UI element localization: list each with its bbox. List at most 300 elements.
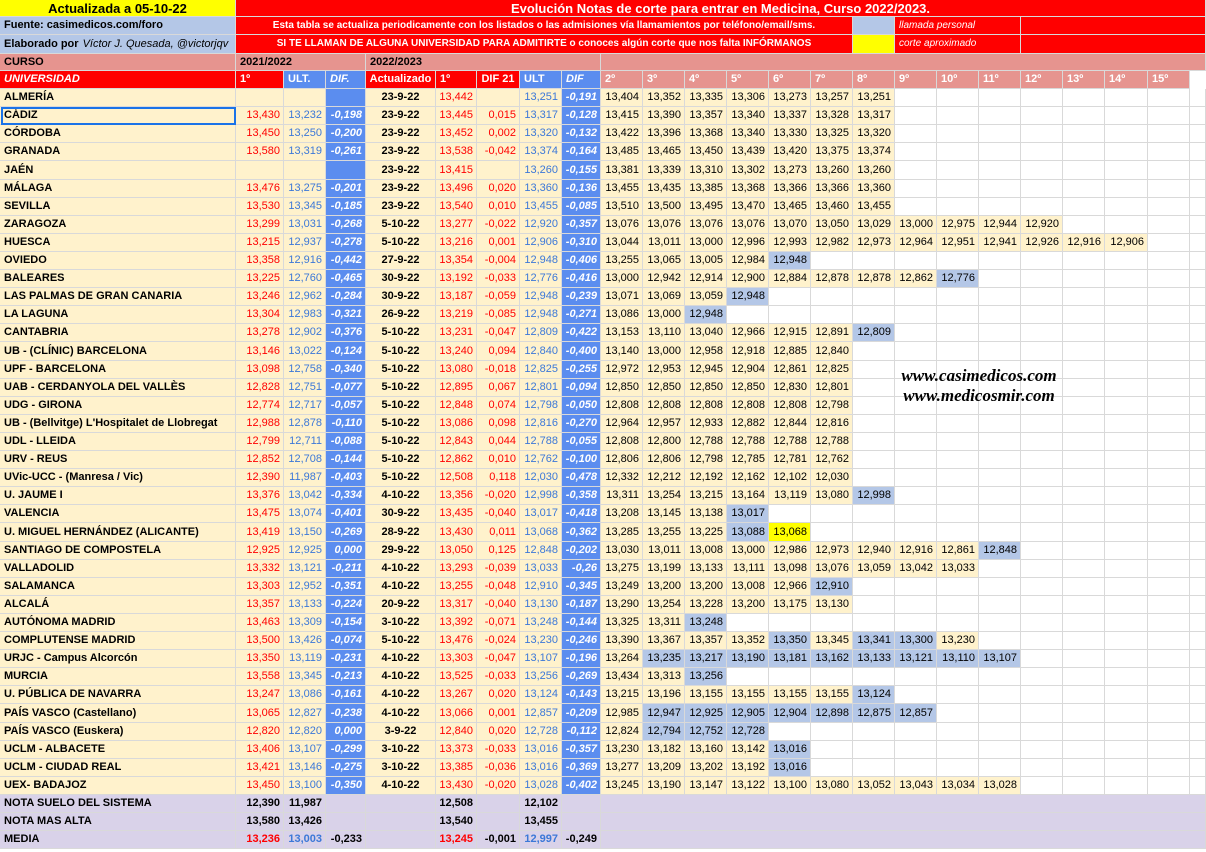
col-header[interactable]: UNIVERSIDAD	[0, 71, 236, 89]
call-cut-cell[interactable]: 12,948	[685, 306, 727, 324]
call-cut-cell[interactable]: 13,208	[601, 505, 643, 523]
call-cut-cell[interactable]	[895, 198, 937, 216]
value-cell[interactable]: 26-9-22	[366, 306, 436, 324]
call-cut-cell[interactable]	[1021, 89, 1063, 107]
value-cell[interactable]: -0,155	[562, 161, 601, 180]
call-cut-cell[interactable]	[979, 433, 1021, 451]
empty-cell[interactable]	[1190, 361, 1206, 379]
call-cut-cell[interactable]: 13,070	[769, 216, 811, 234]
value-cell[interactable]: 13,421	[236, 759, 284, 777]
call-cut-cell[interactable]	[895, 578, 937, 596]
call-cut-cell[interactable]	[1148, 777, 1190, 795]
call-cut-cell[interactable]: 13,138	[685, 505, 727, 523]
call-cut-cell[interactable]	[1063, 451, 1105, 469]
call-cut-cell[interactable]: 12,788	[727, 433, 769, 451]
call-cut-cell[interactable]: 13,325	[601, 614, 643, 632]
call-cut-cell[interactable]: 13,470	[727, 198, 769, 216]
call-cut-cell[interactable]: 13,465	[769, 198, 811, 216]
value-cell[interactable]: 12,708	[284, 451, 326, 469]
call-cut-cell[interactable]: 13,311	[643, 614, 685, 632]
call-cut-cell[interactable]: 12,801	[811, 379, 853, 397]
col-header[interactable]: 2º	[601, 71, 643, 89]
call-cut-cell[interactable]: 13,245	[601, 777, 643, 795]
call-cut-cell[interactable]: 12,933	[685, 415, 727, 433]
empty-cell[interactable]	[1190, 180, 1206, 198]
empty-cell[interactable]	[1190, 686, 1206, 704]
value-cell[interactable]: -0,088	[326, 433, 366, 451]
call-cut-cell[interactable]	[979, 668, 1021, 686]
value-cell[interactable]: 12,840	[520, 342, 562, 361]
value-cell[interactable]: -0,442	[326, 252, 366, 270]
call-cut-cell[interactable]	[895, 125, 937, 143]
value-cell[interactable]: 13,256	[520, 668, 562, 686]
call-cut-cell[interactable]	[937, 288, 979, 306]
call-cut-cell[interactable]: 12,808	[601, 433, 643, 451]
call-cut-cell[interactable]	[1105, 216, 1148, 234]
value-cell[interactable]: 4-10-22	[366, 487, 436, 505]
call-cut-cell[interactable]	[979, 686, 1021, 704]
call-cut-cell[interactable]: 13,000	[643, 306, 685, 324]
university-name[interactable]: UB - (CLÍNIC) BARCELONA	[0, 342, 236, 361]
value-cell[interactable]: 12,998	[520, 487, 562, 505]
call-cut-cell[interactable]: 13,192	[727, 759, 769, 777]
call-cut-cell[interactable]: 12,906	[1105, 234, 1148, 252]
call-cut-cell[interactable]	[1021, 451, 1063, 469]
call-cut-cell[interactable]	[937, 723, 979, 741]
call-cut-cell[interactable]	[1148, 379, 1190, 397]
call-cut-cell[interactable]	[979, 161, 1021, 180]
value-cell[interactable]: 12,906	[520, 234, 562, 252]
call-cut-cell[interactable]	[853, 614, 895, 632]
call-cut-cell[interactable]: 13,273	[769, 89, 811, 107]
university-name[interactable]: UB - (Bellvitge) L'Hospitalet de Llobregat	[0, 415, 236, 433]
call-cut-cell[interactable]	[937, 433, 979, 451]
call-cut-cell[interactable]: 13,068	[769, 523, 811, 542]
call-cut-cell[interactable]: 13,434	[601, 668, 643, 686]
call-cut-cell[interactable]	[1063, 614, 1105, 632]
call-cut-cell[interactable]	[1063, 252, 1105, 270]
value-cell[interactable]: -0,202	[562, 542, 601, 560]
call-cut-cell[interactable]: 13,124	[853, 686, 895, 704]
col-header[interactable]: ULT	[520, 71, 562, 89]
header-filler[interactable]	[1021, 17, 1206, 35]
value-cell[interactable]: 12,828	[236, 379, 284, 397]
footer-value[interactable]: 12,508	[436, 795, 477, 813]
value-cell[interactable]: 13,066	[436, 704, 477, 723]
call-cut-cell[interactable]	[1105, 469, 1148, 487]
call-cut-cell[interactable]: 12,816	[811, 415, 853, 433]
university-name[interactable]: UVic-UCC - (Manresa / Vic)	[0, 469, 236, 487]
value-cell[interactable]: -0,270	[562, 415, 601, 433]
curso-label[interactable]: CURSO	[0, 54, 236, 71]
call-cut-cell[interactable]: 12,945	[685, 361, 727, 379]
value-cell[interactable]	[326, 161, 366, 180]
value-cell[interactable]: 13,216	[436, 234, 477, 252]
call-cut-cell[interactable]	[937, 342, 979, 361]
call-cut-cell[interactable]: 13,385	[685, 180, 727, 198]
call-cut-cell[interactable]: 12,806	[643, 451, 685, 469]
call-cut-cell[interactable]	[979, 180, 1021, 198]
value-cell[interactable]: 13,119	[284, 650, 326, 668]
call-cut-cell[interactable]: 13,162	[811, 650, 853, 668]
call-cut-cell[interactable]: 12,972	[601, 361, 643, 379]
updated-date[interactable]: Actualizada a 05-10-22	[0, 0, 236, 17]
empty-cell[interactable]	[1190, 433, 1206, 451]
call-cut-cell[interactable]: 13,485	[601, 143, 643, 161]
call-cut-cell[interactable]: 12,916	[895, 542, 937, 560]
call-cut-cell[interactable]	[979, 270, 1021, 288]
call-cut-cell[interactable]: 13,350	[769, 632, 811, 650]
call-cut-cell[interactable]	[979, 523, 1021, 542]
call-cut-cell[interactable]: 13,042	[895, 560, 937, 578]
value-cell[interactable]: 12,799	[236, 433, 284, 451]
call-cut-cell[interactable]	[895, 505, 937, 523]
empty-cell[interactable]	[1190, 252, 1206, 270]
value-cell[interactable]: -0,187	[562, 596, 601, 614]
value-cell[interactable]: 23-9-22	[366, 161, 436, 180]
value-cell[interactable]: 13,376	[236, 487, 284, 505]
call-cut-cell[interactable]	[1063, 560, 1105, 578]
call-cut-cell[interactable]: 13,352	[643, 89, 685, 107]
value-cell[interactable]: -0,024	[477, 632, 520, 650]
call-cut-cell[interactable]: 13,005	[685, 252, 727, 270]
value-cell[interactable]: 4-10-22	[366, 560, 436, 578]
call-cut-cell[interactable]: 13,147	[685, 777, 727, 795]
call-cut-cell[interactable]: 13,016	[769, 741, 811, 759]
value-cell[interactable]: 13,150	[284, 523, 326, 542]
empty-cell[interactable]	[1190, 89, 1206, 107]
value-cell[interactable]: -0,185	[326, 198, 366, 216]
value-cell[interactable]: -0,128	[562, 107, 601, 125]
call-cut-cell[interactable]	[1021, 614, 1063, 632]
value-cell[interactable]: 13,419	[236, 523, 284, 542]
value-cell[interactable]: 13,016	[520, 759, 562, 777]
call-cut-cell[interactable]	[727, 306, 769, 324]
value-cell[interactable]: 12,862	[436, 451, 477, 469]
call-cut-cell[interactable]: 12,850	[601, 379, 643, 397]
value-cell[interactable]: 13,303	[436, 650, 477, 668]
empty-cell[interactable]	[1190, 505, 1206, 523]
value-cell[interactable]: 13,455	[520, 198, 562, 216]
university-name[interactable]: ZARAGOZA	[0, 216, 236, 234]
empty-cell[interactable]	[1190, 342, 1206, 361]
value-cell[interactable]: -0,278	[326, 234, 366, 252]
value-cell[interactable]: 3-10-22	[366, 759, 436, 777]
call-cut-cell[interactable]	[1148, 686, 1190, 704]
value-cell[interactable]: 13,345	[284, 198, 326, 216]
call-cut-cell[interactable]: 13,257	[811, 89, 853, 107]
value-cell[interactable]: 0,020	[477, 723, 520, 741]
empty-cell[interactable]	[1190, 451, 1206, 469]
footer-filler[interactable]	[601, 795, 1206, 813]
call-cut-cell[interactable]: 12,808	[769, 397, 811, 415]
empty-cell[interactable]	[1190, 143, 1206, 161]
call-cut-cell[interactable]: 12,918	[727, 342, 769, 361]
value-cell[interactable]: 30-9-22	[366, 505, 436, 523]
call-cut-cell[interactable]	[1063, 505, 1105, 523]
value-cell[interactable]: 13,028	[520, 777, 562, 795]
call-cut-cell[interactable]	[853, 451, 895, 469]
value-cell[interactable]: -0,020	[477, 777, 520, 795]
call-cut-cell[interactable]	[1063, 632, 1105, 650]
value-cell[interactable]: 5-10-22	[366, 324, 436, 342]
call-cut-cell[interactable]: 12,966	[769, 578, 811, 596]
value-cell[interactable]: -0,268	[326, 216, 366, 234]
call-cut-cell[interactable]: 13,140	[601, 342, 643, 361]
value-cell[interactable]: -0,144	[326, 451, 366, 469]
value-cell[interactable]: 12,983	[284, 306, 326, 324]
empty-cell[interactable]	[1190, 397, 1206, 415]
value-cell[interactable]: -0,124	[326, 342, 366, 361]
call-cut-cell[interactable]	[1148, 759, 1190, 777]
value-cell[interactable]: -0,020	[477, 487, 520, 505]
call-cut-cell[interactable]	[811, 723, 853, 741]
call-cut-cell[interactable]: 12,192	[685, 469, 727, 487]
value-cell[interactable]: -0,345	[562, 578, 601, 596]
call-cut-cell[interactable]	[1148, 89, 1190, 107]
value-cell[interactable]: 5-10-22	[366, 397, 436, 415]
call-cut-cell[interactable]: 13,043	[895, 777, 937, 795]
call-cut-cell[interactable]: 13,381	[601, 161, 643, 180]
empty-cell[interactable]	[1190, 759, 1206, 777]
value-cell[interactable]: 13,452	[436, 125, 477, 143]
update-note[interactable]: Esta tabla se actualiza periodicamente con los listados o las admisiones vía llamamientos por teléfono/email/sms.	[236, 17, 853, 35]
value-cell[interactable]: -0,050	[562, 397, 601, 415]
value-cell[interactable]: -0,209	[562, 704, 601, 723]
call-cut-cell[interactable]	[1021, 741, 1063, 759]
call-cut-cell[interactable]: 13,044	[601, 234, 643, 252]
call-cut-cell[interactable]: 13,100	[769, 777, 811, 795]
call-cut-cell[interactable]: 12,948	[769, 252, 811, 270]
value-cell[interactable]: 23-9-22	[366, 107, 436, 125]
call-cut-cell[interactable]: 13,217	[685, 650, 727, 668]
value-cell[interactable]: 13,074	[284, 505, 326, 523]
sheet-title[interactable]: Evolución Notas de corte para entrar en Medicina, Curso 2022/2023.	[236, 0, 1206, 17]
col-header[interactable]: 3º	[643, 71, 685, 89]
empty-cell[interactable]	[1190, 324, 1206, 342]
call-cut-cell[interactable]	[1105, 650, 1148, 668]
call-cut-cell[interactable]: 12,788	[685, 433, 727, 451]
university-name[interactable]: LA LAGUNA	[0, 306, 236, 324]
call-cut-cell[interactable]	[1148, 469, 1190, 487]
value-cell[interactable]: 13,320	[520, 125, 562, 143]
call-cut-cell[interactable]: 13,028	[979, 777, 1021, 795]
footer-value[interactable]: 13,455	[520, 813, 562, 831]
call-cut-cell[interactable]: 13,330	[769, 125, 811, 143]
call-cut-cell[interactable]: 12,788	[811, 433, 853, 451]
call-cut-cell[interactable]	[979, 415, 1021, 433]
value-cell[interactable]: -0,239	[562, 288, 601, 306]
call-cut-cell[interactable]	[1105, 632, 1148, 650]
value-cell[interactable]: 13,350	[236, 650, 284, 668]
call-cut-cell[interactable]	[1063, 433, 1105, 451]
col-header[interactable]: Actualizado	[366, 71, 436, 89]
university-name[interactable]: UAB - CERDANYOLA DEL VALLÈS	[0, 379, 236, 397]
value-cell[interactable]: 0,094	[477, 342, 520, 361]
value-cell[interactable]: 12,758	[284, 361, 326, 379]
value-cell[interactable]: 12,798	[520, 397, 562, 415]
value-cell[interactable]: 13,358	[236, 252, 284, 270]
call-cut-cell[interactable]	[1105, 143, 1148, 161]
call-cut-cell[interactable]: 12,920	[1021, 216, 1063, 234]
call-cut-cell[interactable]	[853, 469, 895, 487]
university-name[interactable]: HUESCA	[0, 234, 236, 252]
value-cell[interactable]: 23-9-22	[366, 125, 436, 143]
call-cut-cell[interactable]: 13,368	[685, 125, 727, 143]
value-cell[interactable]: 0,001	[477, 704, 520, 723]
call-cut-cell[interactable]: 13,016	[769, 759, 811, 777]
call-cut-cell[interactable]	[895, 306, 937, 324]
call-cut-cell[interactable]: 13,000	[643, 342, 685, 361]
col-header[interactable]: DIF	[562, 71, 601, 89]
value-cell[interactable]: 13,033	[520, 560, 562, 578]
value-cell[interactable]: 13,475	[236, 505, 284, 523]
call-cut-cell[interactable]	[1105, 596, 1148, 614]
call-cut-cell[interactable]: 12,940	[853, 542, 895, 560]
call-cut-cell[interactable]: 12,975	[937, 216, 979, 234]
col-header[interactable]: 11º	[979, 71, 1021, 89]
value-cell[interactable]: 20-9-22	[366, 596, 436, 614]
value-cell[interactable]: 13,496	[436, 180, 477, 198]
value-cell[interactable]: -0,144	[562, 614, 601, 632]
call-cut-cell[interactable]	[1105, 288, 1148, 306]
call-cut-cell[interactable]: 12,762	[811, 451, 853, 469]
call-cut-cell[interactable]: 13,110	[937, 650, 979, 668]
footer-value[interactable]	[562, 795, 601, 813]
call-cut-cell[interactable]	[853, 723, 895, 741]
value-cell[interactable]: 13,476	[236, 180, 284, 198]
legend-approx-label[interactable]: corte aproximado	[895, 35, 1021, 54]
call-cut-cell[interactable]	[937, 741, 979, 759]
value-cell[interactable]: 13,304	[236, 306, 284, 324]
call-cut-cell[interactable]	[979, 324, 1021, 342]
call-cut-cell[interactable]	[937, 596, 979, 614]
footer-value[interactable]: 11,987	[284, 795, 326, 813]
value-cell[interactable]: 12,916	[284, 252, 326, 270]
call-cut-cell[interactable]	[937, 505, 979, 523]
call-cut-cell[interactable]	[895, 686, 937, 704]
value-cell[interactable]: 13,050	[436, 542, 477, 560]
footer-value[interactable]: 13,236	[236, 831, 284, 849]
call-cut-cell[interactable]: 13,404	[601, 89, 643, 107]
call-cut-cell[interactable]	[937, 668, 979, 686]
col-header[interactable]: 7º	[811, 71, 853, 89]
value-cell[interactable]: 12,962	[284, 288, 326, 306]
value-cell[interactable]: 13,500	[236, 632, 284, 650]
call-cut-cell[interactable]: 13,030	[601, 542, 643, 560]
value-cell[interactable]: -0,275	[326, 759, 366, 777]
value-cell[interactable]: 13,133	[284, 596, 326, 614]
value-cell[interactable]: 13,098	[236, 361, 284, 379]
call-cut-cell[interactable]: 13,034	[937, 777, 979, 795]
call-cut-cell[interactable]: 13,273	[769, 161, 811, 180]
footer-value[interactable]: 13,245	[436, 831, 477, 849]
call-cut-cell[interactable]: 13,306	[727, 89, 769, 107]
call-cut-cell[interactable]	[811, 614, 853, 632]
call-cut-cell[interactable]: 12,941	[979, 234, 1021, 252]
col-header[interactable]: ULT.	[284, 71, 326, 89]
value-cell[interactable]: 3-9-22	[366, 723, 436, 741]
call-cut-cell[interactable]: 13,264	[601, 650, 643, 668]
value-cell[interactable]: 4-10-22	[366, 686, 436, 704]
value-cell[interactable]: -0,059	[477, 288, 520, 306]
value-cell[interactable]: 12,774	[236, 397, 284, 415]
value-cell[interactable]: 0,011	[477, 523, 520, 542]
empty-cell[interactable]	[1190, 560, 1206, 578]
empty-cell[interactable]	[1190, 125, 1206, 143]
value-cell[interactable]: 13,293	[436, 560, 477, 578]
call-cut-cell[interactable]	[895, 469, 937, 487]
call-cut-cell[interactable]	[1105, 523, 1148, 542]
call-cut-cell[interactable]: 13,420	[769, 143, 811, 161]
footer-value[interactable]	[366, 813, 436, 831]
call-cut-cell[interactable]: 13,230	[937, 632, 979, 650]
value-cell[interactable]	[236, 89, 284, 107]
value-cell[interactable]: 12,902	[284, 324, 326, 342]
value-cell[interactable]: 13,430	[236, 107, 284, 125]
year-cur[interactable]: 2022/2023	[366, 54, 601, 71]
call-cut-cell[interactable]: 13,366	[769, 180, 811, 198]
call-cut-cell[interactable]: 13,196	[643, 686, 685, 704]
call-cut-cell[interactable]	[1021, 161, 1063, 180]
call-cut-cell[interactable]	[979, 741, 1021, 759]
call-cut-cell[interactable]: 13,133	[685, 560, 727, 578]
university-name[interactable]: UEX- BADAJOZ	[0, 777, 236, 795]
call-cut-cell[interactable]: 13,360	[853, 180, 895, 198]
call-cut-cell[interactable]	[1148, 723, 1190, 741]
call-cut-cell[interactable]	[1105, 306, 1148, 324]
col-header[interactable]: 8º	[853, 71, 895, 89]
value-cell[interactable]: 13,068	[520, 523, 562, 542]
call-cut-cell[interactable]: 12,951	[937, 234, 979, 252]
call-cut-cell[interactable]	[1148, 125, 1190, 143]
call-cut-cell[interactable]: 13,200	[643, 578, 685, 596]
call-cut-cell[interactable]: 13,059	[853, 560, 895, 578]
value-cell[interactable]: 13,130	[520, 596, 562, 614]
value-cell[interactable]: 13,374	[520, 143, 562, 161]
call-cut-cell[interactable]	[727, 668, 769, 686]
call-cut-cell[interactable]	[853, 523, 895, 542]
call-cut-cell[interactable]	[1105, 614, 1148, 632]
call-cut-cell[interactable]: 13,317	[853, 107, 895, 125]
call-cut-cell[interactable]	[1021, 596, 1063, 614]
call-cut-cell[interactable]	[1021, 143, 1063, 161]
value-cell[interactable]: -0,055	[562, 433, 601, 451]
university-name[interactable]: CÁDIZ	[0, 107, 236, 125]
value-cell[interactable]: 13,360	[520, 180, 562, 198]
call-cut-cell[interactable]	[1105, 252, 1148, 270]
empty-cell[interactable]	[1190, 523, 1206, 542]
call-cut-cell[interactable]: 13,071	[601, 288, 643, 306]
university-name[interactable]: GRANADA	[0, 143, 236, 161]
call-cut-cell[interactable]: 13,254	[643, 596, 685, 614]
call-cut-cell[interactable]	[853, 342, 895, 361]
call-cut-cell[interactable]	[853, 252, 895, 270]
footer-value[interactable]: -0,249	[562, 831, 601, 849]
call-cut-cell[interactable]: 12,973	[811, 542, 853, 560]
call-cut-cell[interactable]	[1021, 107, 1063, 125]
footer-label[interactable]: NOTA MAS ALTA	[0, 813, 236, 831]
call-cut-cell[interactable]: 13,076	[727, 216, 769, 234]
value-cell[interactable]: 13,124	[520, 686, 562, 704]
value-cell[interactable]: 13,275	[284, 180, 326, 198]
value-cell[interactable]: -0,143	[562, 686, 601, 704]
call-cut-cell[interactable]	[979, 89, 1021, 107]
call-cut-cell[interactable]	[1148, 216, 1190, 234]
call-cut-cell[interactable]	[853, 668, 895, 686]
value-cell[interactable]	[284, 161, 326, 180]
call-cut-cell[interactable]	[1148, 704, 1190, 723]
